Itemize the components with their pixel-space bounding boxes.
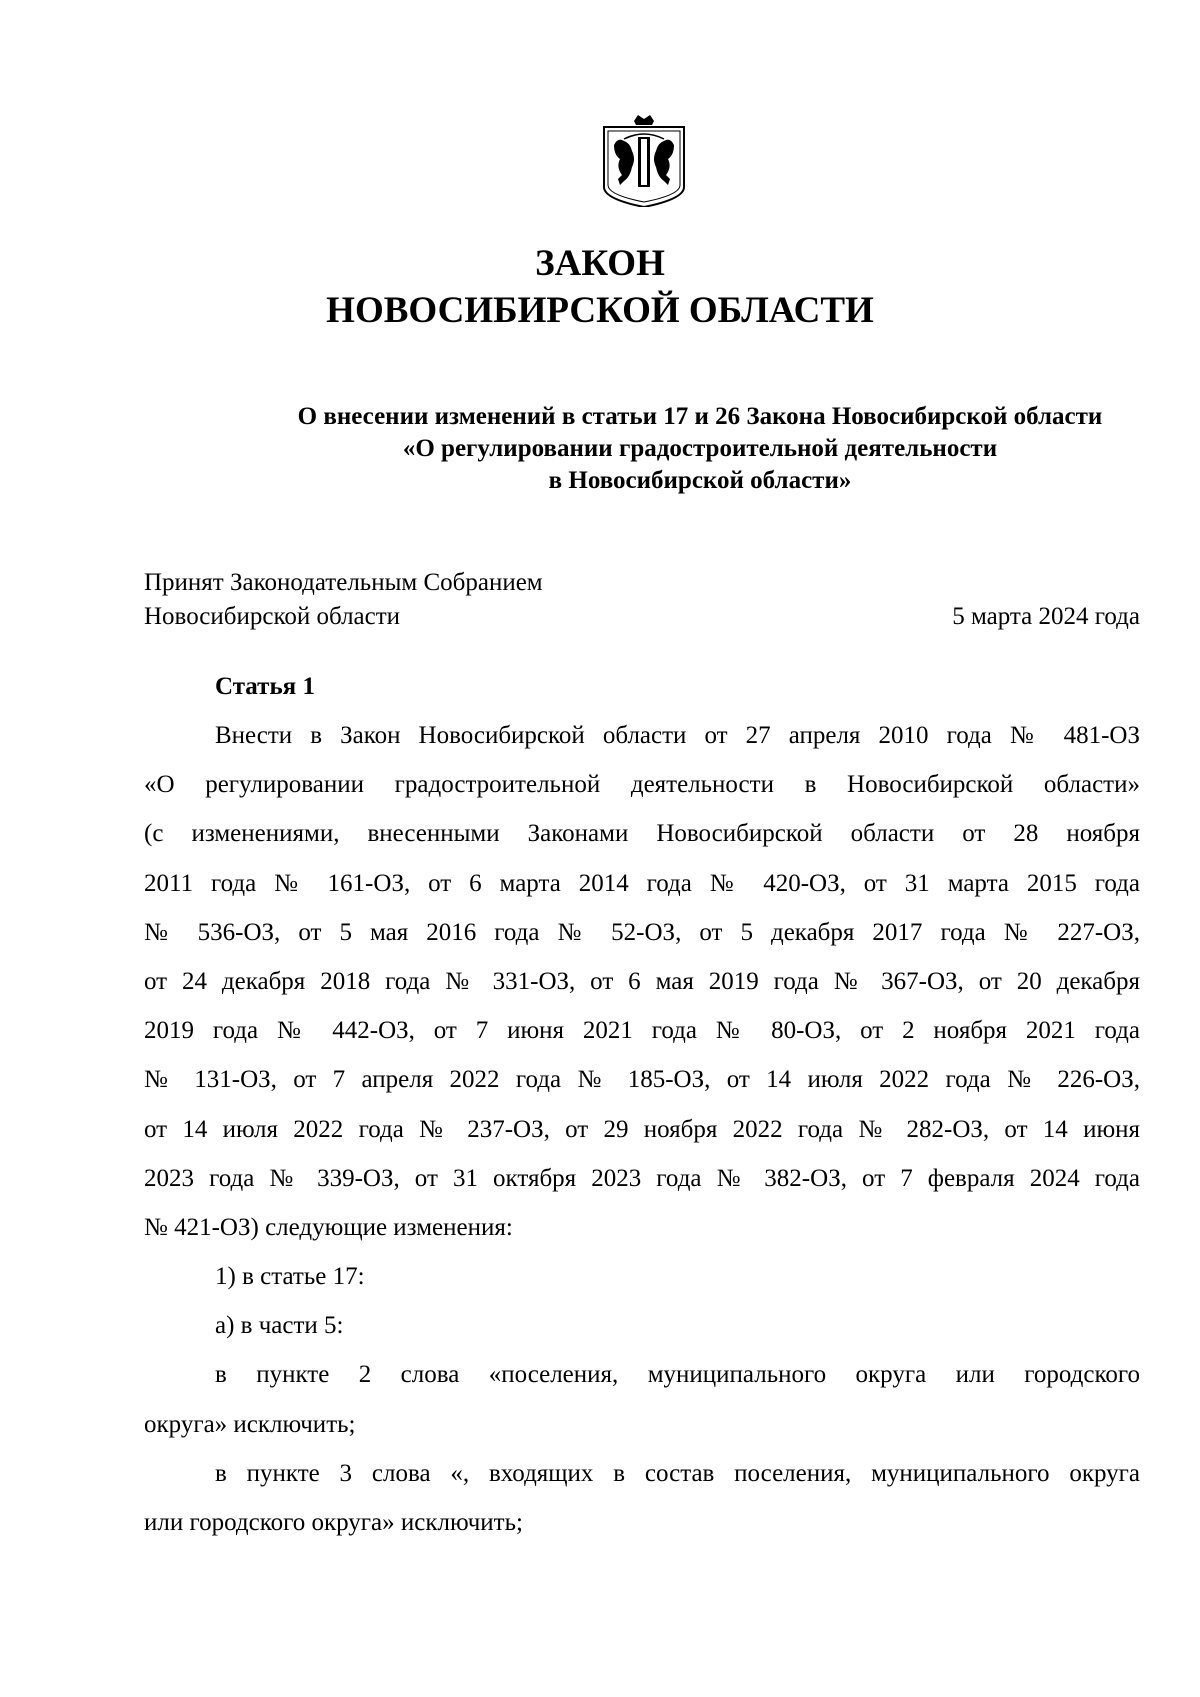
adoption-line-1: Принят Законодательным Собранием (144, 569, 543, 596)
body-line: № 536-ОЗ, от 5 мая 2016 года № 52-ОЗ, от 5 декабря 2017 года № 227-ОЗ, (144, 918, 1140, 946)
adoption-statement (144, 566, 543, 634)
body-line: (с изменениями, внесенными Законами Новосибирской области от 28 ноября (144, 820, 1140, 848)
item-1a-heading: а) в части 5: (215, 1312, 344, 1340)
subject-line-3: в Новосибирской области» (548, 467, 852, 494)
item-1-heading: 1) в статье 17: (215, 1263, 365, 1291)
article-body (144, 711, 1140, 1547)
point-2-line: в пункте 2 слова «поселения, муниципального округа или городского (215, 1361, 1140, 1389)
body-line: 2023 года № 339-ОЗ, от 31 октября 2023 года № 382-ОЗ, от 7 февраля 2024 года (144, 1164, 1140, 1192)
body-line: 2011 года № 161-ОЗ, от 6 марта 2014 года № 420-ОЗ, от 31 марта 2015 года (144, 869, 1140, 897)
article-heading: Статья 1 (215, 673, 315, 700)
subject-line-2: «О регулировании градостроительной деятельности (402, 435, 998, 462)
subject-line-1: О внесении изменений в статьи 17 и 26 Закона Новосибирской области (297, 403, 1103, 430)
point-3-line: в пункте 3 слова «, входящих в состав поселения, муниципального округа (215, 1459, 1140, 1487)
law-title-line-2: НОВОСИБИРСКОЙ ОБЛАСТИ (326, 290, 874, 331)
law-title-line-1: ЗАКОН (535, 243, 665, 284)
law-subject-heading (200, 401, 1200, 497)
body-line: «О регулировании градостроительной деятельности в Новосибирской области» (144, 771, 1140, 799)
body-line: Внести в Закон Новосибирской области от 27 апреля 2010 года № 481-ОЗ (215, 722, 1140, 749)
adoption-line-2: Новосибирской области (144, 603, 401, 630)
point-2-line: округа» исключить; (144, 1410, 356, 1438)
body-line: от 14 июля 2022 года № 237-ОЗ, от 29 ноября 2022 года № 282-ОЗ, от 14 июня (144, 1115, 1140, 1143)
body-line: от 24 декабря 2018 года № 331-ОЗ, от 6 мая 2019 года № 367-ОЗ, от 20 декабря (144, 967, 1140, 995)
law-title (0, 240, 1200, 334)
coat-of-arms-emblem (598, 115, 690, 207)
body-line: 2019 года № 442-ОЗ, от 7 июня 2021 года № 80-ОЗ, от 2 ноября 2021 года (144, 1017, 1140, 1045)
adoption-date: 5 марта 2024 года (952, 603, 1140, 630)
body-line: № 421-ОЗ) следующие изменения: (144, 1213, 513, 1241)
point-3-line: или городского округа» исключить; (144, 1509, 523, 1536)
body-line: № 131-ОЗ, от 7 апреля 2022 года № 185-ОЗ, от 14 июля 2022 года № 226-ОЗ, (144, 1066, 1140, 1094)
